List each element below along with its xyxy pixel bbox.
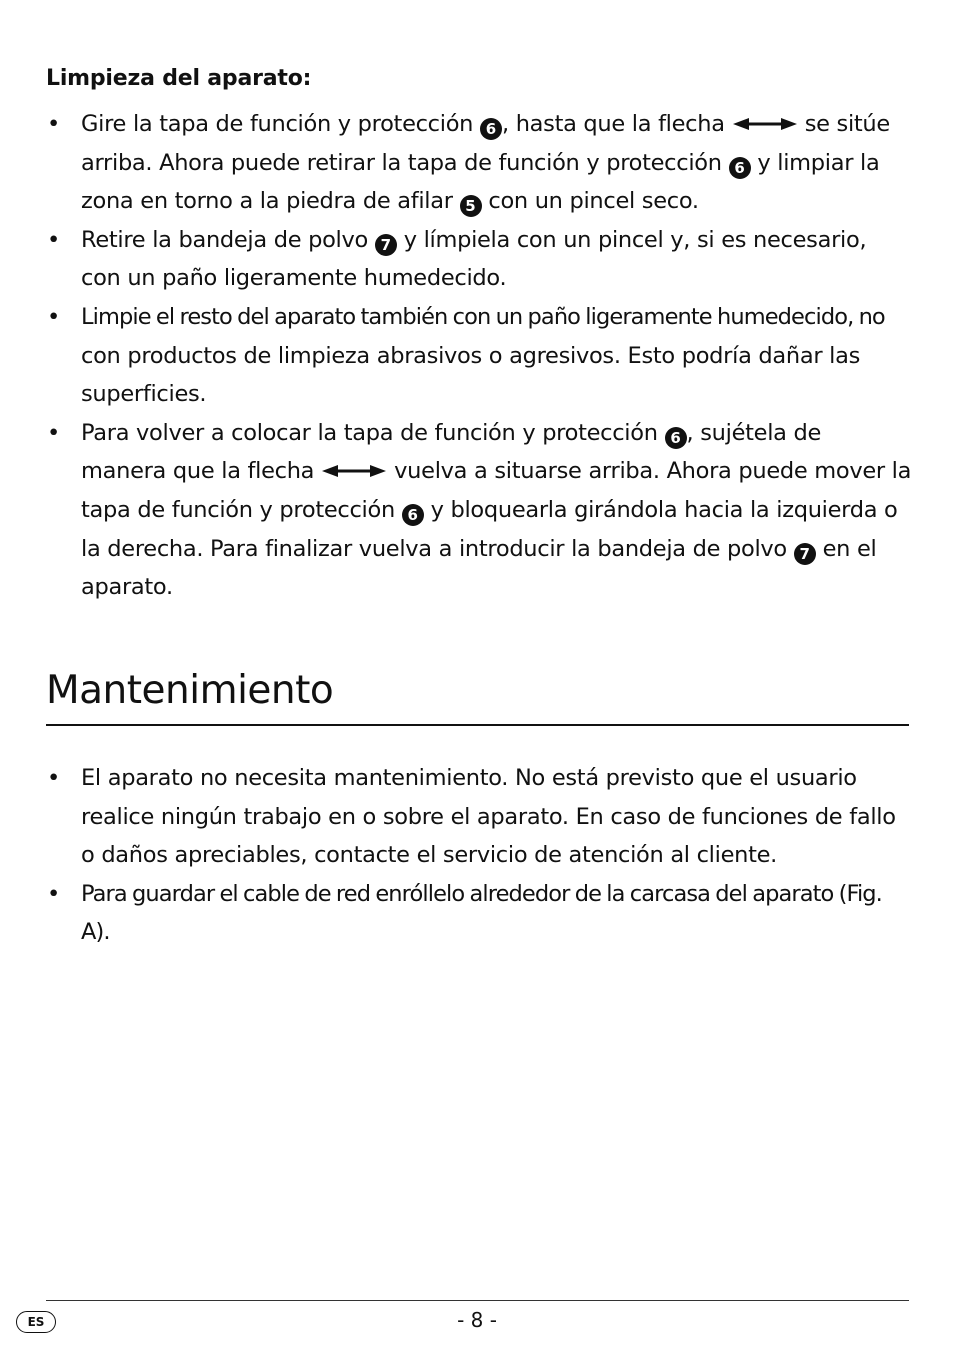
bullet-icon: • — [47, 303, 60, 330]
bullet-icon: • — [47, 765, 60, 791]
bullet-icon: • — [47, 111, 60, 137]
reference-number-7: 7 — [794, 543, 816, 565]
section-title: Mantenimiento — [46, 668, 334, 713]
list-item: • Para guardar el cable de red enróllelo alrededor de la carcasa del aparato (Fig. A). — [46, 875, 912, 952]
list-item: • Limpie el resto del aparato también con un paño ligeramente humedecido, no con productos de limpieza abrasivos o agresivos. Esto podría dañar las superficies. — [46, 298, 912, 414]
reference-number-7: 7 — [375, 234, 397, 256]
cleaning-heading: Limpieza del aparato: — [46, 66, 312, 91]
list-item: • Para volver a colocar la tapa de función y protección 6 , sujétela de manera que la flecha vuelva a situarse arriba. Ahora puede mover la tapa de función y protección 6 y bloquearla girándola hacia la izquierda o la derecha. Para finalizar vuelva a introducir la bandeja de polvo 7 en el aparato. — [46, 414, 912, 607]
section-divider — [46, 724, 909, 726]
list-item: • El aparato no necesita mantenimiento. No está previsto que el usuario realice ningún trabajo en o sobre el aparato. En caso de funciones de fallo o daños apreciables, contacte el servicio de atención al cliente. — [46, 759, 912, 875]
double-arrow-icon — [322, 460, 386, 482]
bullet-icon: • — [47, 226, 60, 253]
footer-divider — [46, 1300, 909, 1301]
reference-number-6: 6 — [665, 427, 687, 449]
reference-number-5: 5 — [460, 195, 482, 217]
language-badge: ES — [16, 1311, 56, 1333]
reference-number-6: 6 — [402, 504, 424, 526]
reference-number-6: 6 — [729, 157, 751, 179]
maintenance-list — [46, 759, 912, 952]
reference-number-6: 6 — [480, 118, 502, 140]
bullet-icon: • — [47, 419, 60, 446]
cleaning-list — [46, 105, 912, 607]
page-number: - 8 - — [457, 1308, 497, 1332]
list-item: • Retire la bandeja de polvo 7 y límpiela con un pincel y, si es necesario, con un paño ligeramente humedecido. — [46, 221, 912, 298]
list-item: • Gire la tapa de función y protección 6 , hasta que la flecha se sitúe arriba. Ahora puede retirar la tapa de función y protección 6 y limpiar la zona en torno a la piedra de afilar 5 con un pincel seco. — [46, 105, 912, 221]
bullet-icon: • — [47, 880, 60, 907]
double-arrow-icon — [733, 113, 797, 135]
